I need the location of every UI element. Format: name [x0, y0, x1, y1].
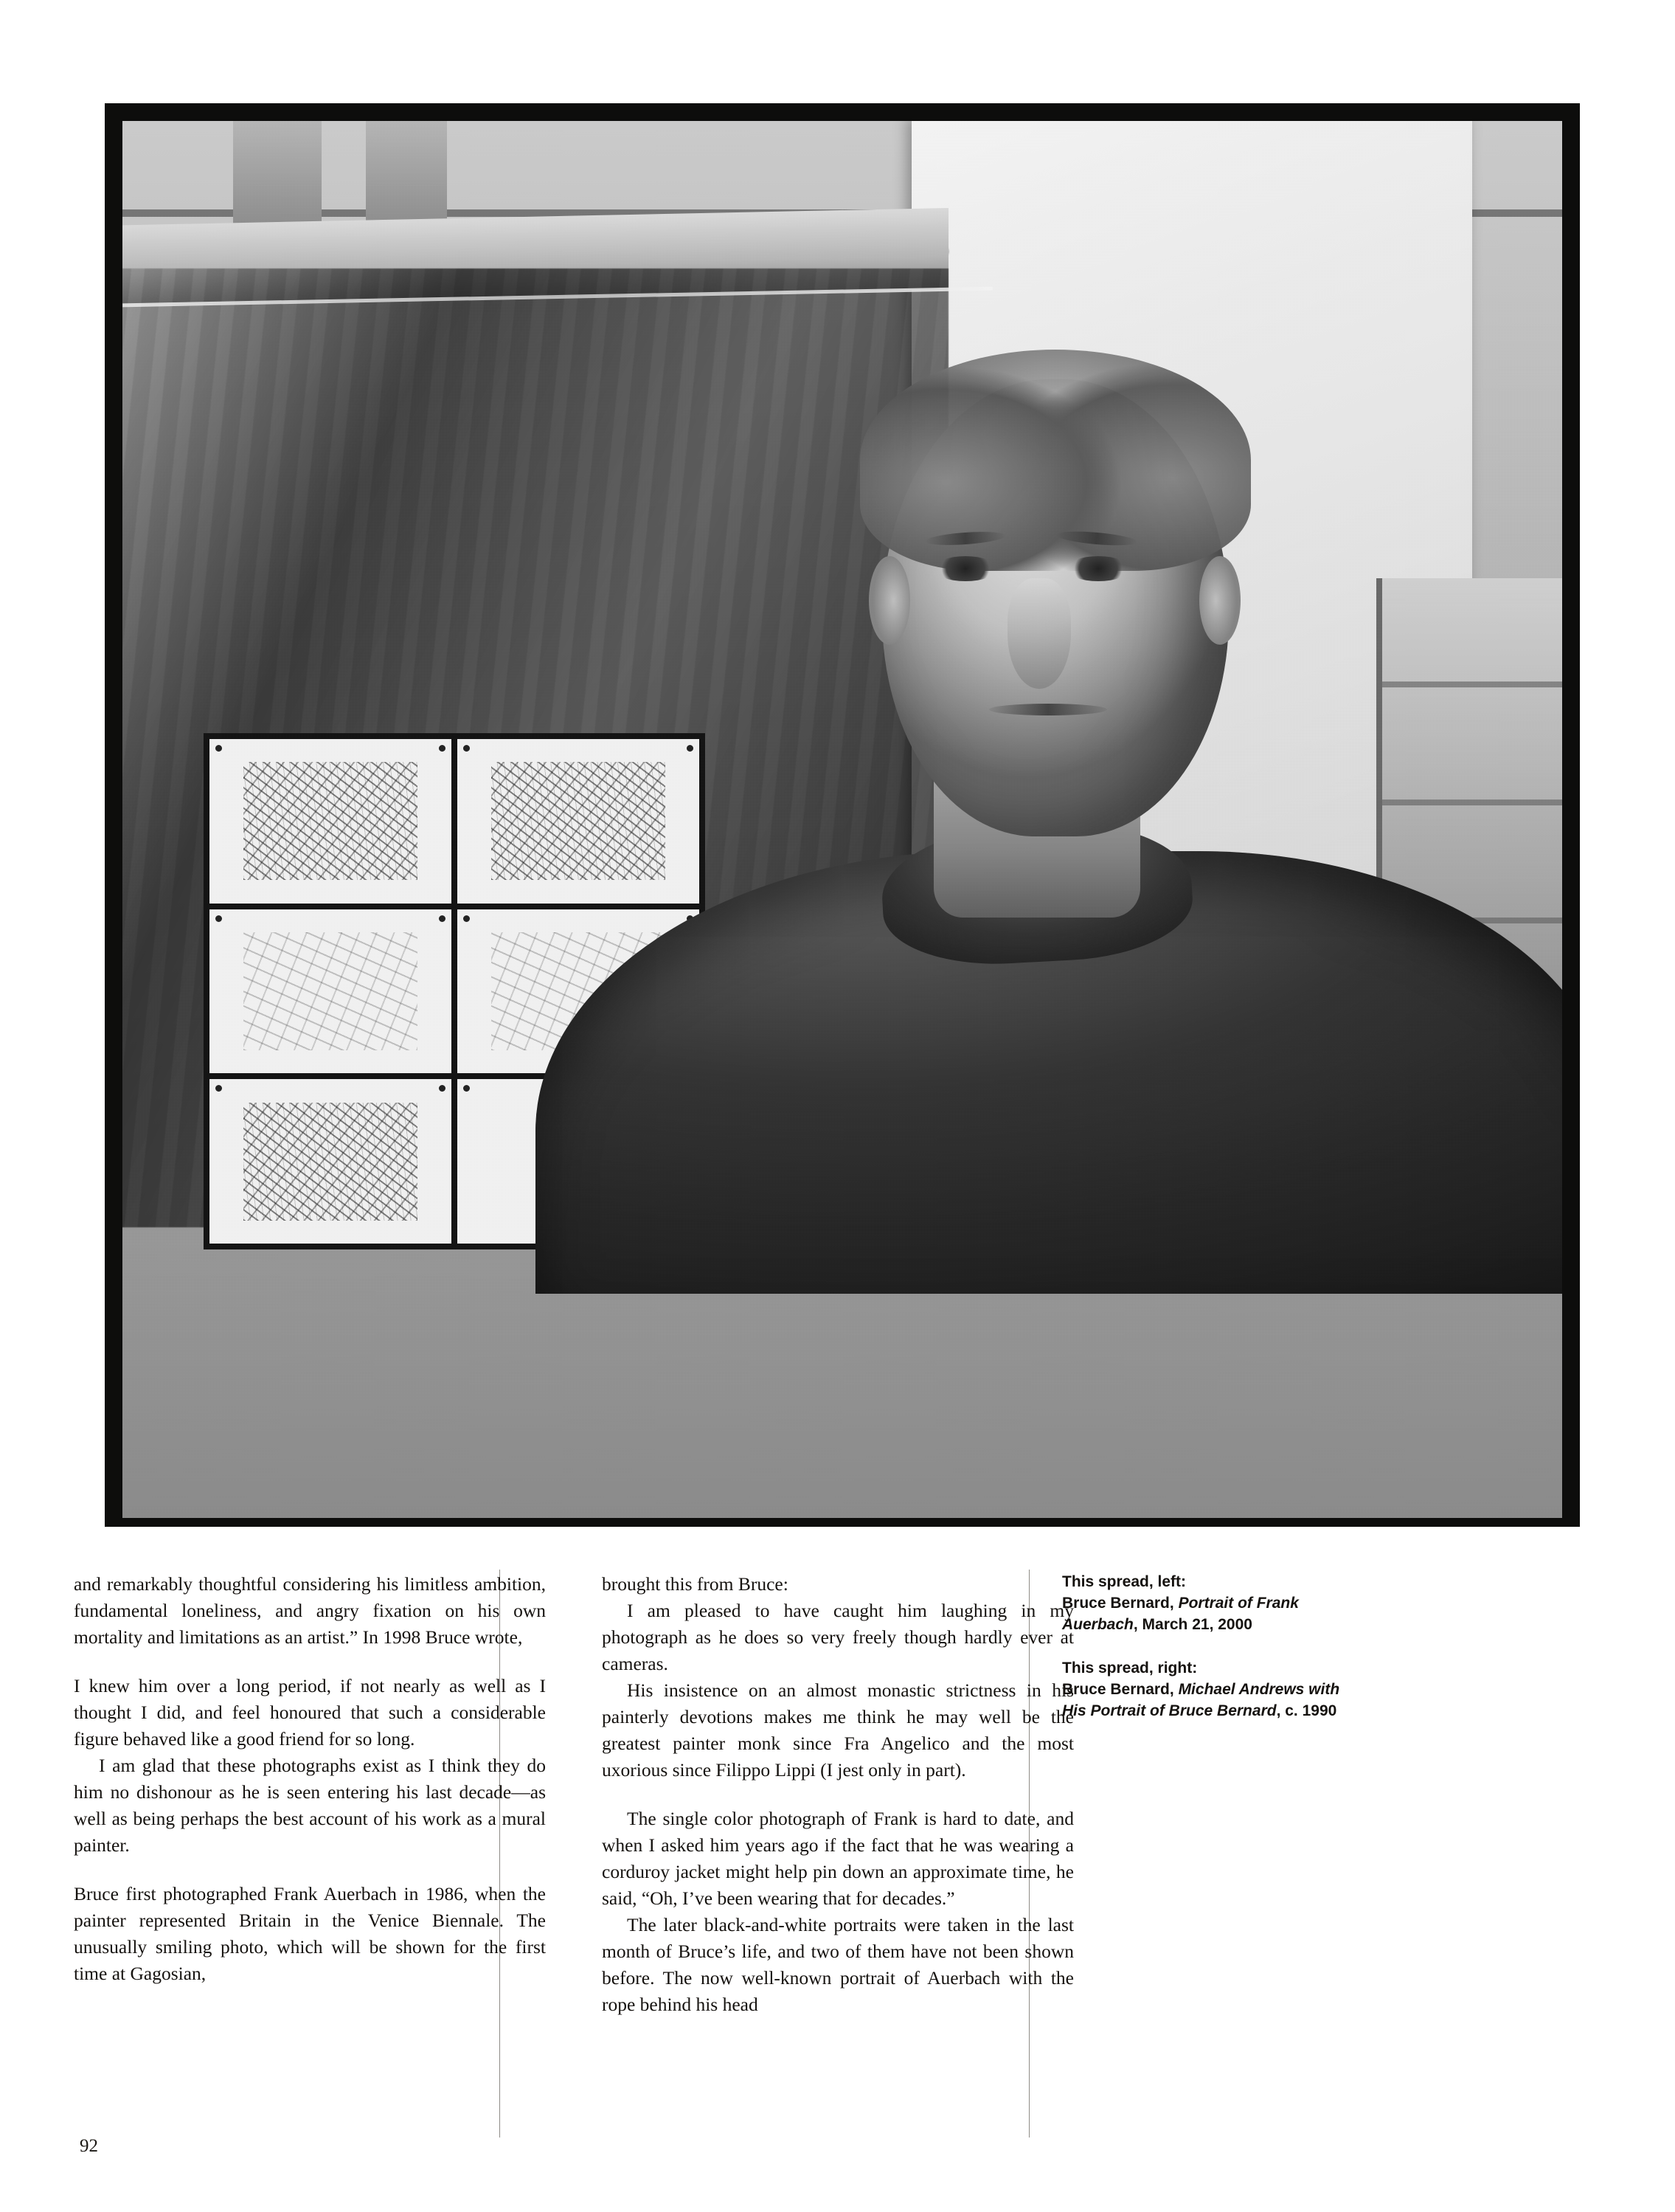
- sketch-1: [209, 739, 451, 904]
- caption-credit-post: , March 21, 2000: [1133, 1616, 1252, 1633]
- ceiling-post-left: [233, 121, 322, 232]
- caption-block-right: [1062, 1657, 1357, 1722]
- subject-nose: [1008, 578, 1071, 689]
- caption-credit-pre: Bruce Bernard,: [1062, 1595, 1179, 1612]
- text-column-2: [602, 1571, 1074, 2018]
- paragraph: brought this from Bruce:: [602, 1573, 788, 1595]
- photograph: [105, 103, 1580, 1527]
- caption-credit-pre: Bruce Bernard,: [1062, 1681, 1179, 1698]
- subject-eye-left: [934, 556, 997, 581]
- photograph-image: [122, 121, 1562, 1518]
- sketch-5: [209, 1079, 451, 1244]
- caption-column: [1062, 1571, 1357, 1722]
- paragraph: I am glad that these photographs exist as I think they do him no dishonour as he is seen entering his last decade—as well as being perhaps the best account of his work as a mural painter.: [74, 1755, 546, 1856]
- paragraph: The single color photograph of Frank is hard to date, and when I asked him years ago if the fact that he was wearing a corduroy jacket might help pin down an approximate time, he said, “Oh, I’ve been wearing that for decades.”: [602, 1808, 1074, 1909]
- caption-block-left: [1062, 1571, 1357, 1635]
- caption-heading: This spread, right:: [1062, 1660, 1198, 1677]
- paragraph-group: [74, 1881, 546, 1987]
- blockquote-2: [602, 1598, 1074, 1783]
- sketch-3: [209, 909, 451, 1074]
- paragraph-group: [602, 1806, 1074, 2018]
- subject-hair: [860, 350, 1251, 571]
- paragraph: The later black-and-white portraits were taken in the last month of Bruce’s life, and two of them have not been shown before. The now well-known portrait of Auerbach with the rope behind his head: [602, 1914, 1074, 2015]
- portrait-subject: [535, 335, 1562, 1286]
- caption-title: Michael Andrews with His Portrait of Bruce Bernard: [1062, 1681, 1340, 1719]
- page-number: 92: [80, 2136, 98, 2156]
- caption-credit: [1062, 1592, 1357, 1635]
- caption-heading: This spread, left:: [1062, 1573, 1187, 1590]
- paragraph: His insistence on an almost monastic strictness in his painterly devotions makes me think he may well be the greatest painter monk since Fra Angelico and the most uxorious since Filippo Lippi (I jest only in part).: [602, 1679, 1074, 1781]
- caption-credit: [1062, 1679, 1357, 1722]
- caption-title: Portrait of Frank Auerbach: [1062, 1595, 1299, 1633]
- text-column-1: [74, 1571, 546, 1987]
- paragraph: and remarkably thoughtful considering his limitless ambition, fundamental loneliness, and angry fixation on his own mortality and limitations as an artist.” In 1998 Bruce wrote,: [74, 1573, 546, 1648]
- subject-ear-left: [869, 556, 910, 645]
- paragraph: I knew him over a long period, if not nearly as well as I thought I did, and feel honoured that such a considerable figure behaved like a good friend for so long.: [74, 1675, 546, 1750]
- ceiling-post-left-2: [366, 121, 447, 232]
- subject-eye-right: [1067, 556, 1130, 581]
- subject-ear-right: [1199, 556, 1241, 645]
- caption-credit-post: , c. 1990: [1276, 1702, 1337, 1719]
- paragraph: Bruce first photographed Frank Auerbach in 1986, when the painter represented Britain in the Venice Biennale. The unusually smiling photo, which will be shown for the first time at Gagosian,: [74, 1883, 546, 1984]
- blockquote-1: [74, 1673, 546, 1859]
- subject-mouth: [989, 704, 1107, 715]
- paragraph: I am pleased to have caught him laughing in my photograph as he does so very freely though hardly ever at cameras.: [602, 1600, 1074, 1674]
